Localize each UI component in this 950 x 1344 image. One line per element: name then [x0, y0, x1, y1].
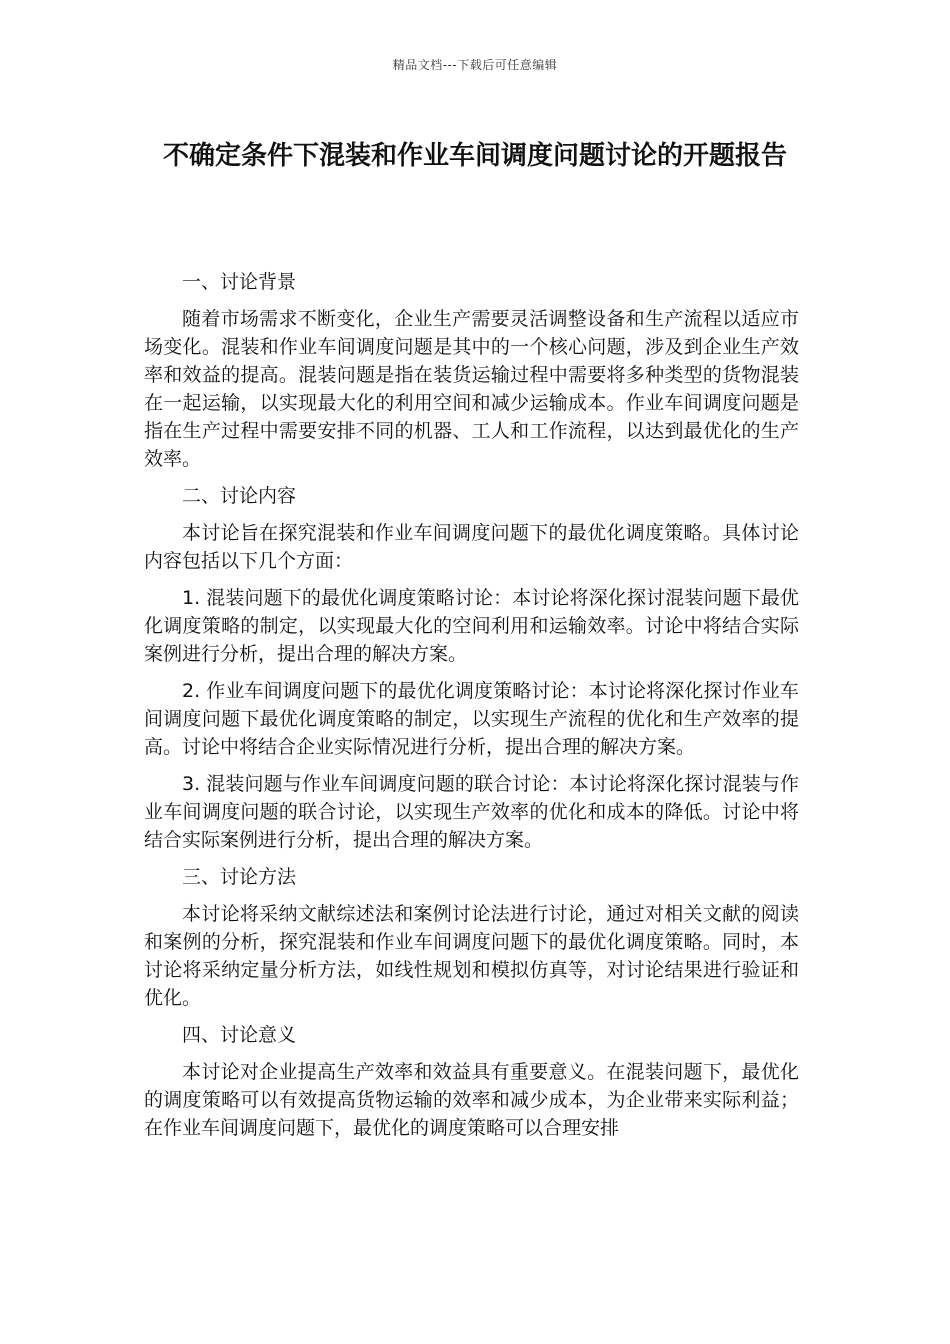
content-item-3: 3. 混装问题与作业车间调度问题的联合讨论：本讨论将深化探讨混装与作业车间调度问题的联合讨论，以实现生产效率的优化和成本的降低。讨论中将结合实际案例进行分析，提出合理的解决方案。 — [144, 773, 799, 851]
method-paragraph: 本讨论将采纳文献综述法和案例讨论法进行讨论，通过对相关文献的阅读和案例的分析，探究混装和作业车间调度问题下的最优化调度策略。同时，本讨论将采纳定量分析方法，如线性规划和模拟仿真等，对讨论结果进行验证和优化。 — [144, 903, 799, 1009]
header-note: 精品文档---下载后可任意编辑 — [392, 58, 558, 72]
background-paragraph: 随着市场需求不断变化，企业生产需要灵活调整设备和生产流程以适应市场变化。混装和作业车间调度问题是其中的一个核心问题，涉及到企业生产效率和效益的提高。混装问题是指在装货运输过程中需要将多种类型的货物混装在一起运输，以实现最大化的利用空间和减少运输成本。作业车间调度问题是指在生产过程中需要安排不同的机器、工人和工作流程，以达到最优化的生产效率。 — [144, 308, 799, 470]
section-heading-content: 二、讨论内容 — [182, 485, 297, 507]
section-heading-significance: 四、讨论意义 — [182, 1024, 297, 1046]
content-item-1: 1. 混装问题下的最优化调度策略讨论：本讨论将深化探讨混装问题下最优化调度策略的制定，以实现最大化的空间利用和运输效率。讨论中将结合实际案例进行分析，提出合理的解决方案。 — [144, 587, 799, 665]
section-heading-method: 三、讨论方法 — [182, 866, 297, 888]
document-title: 不确定条件下混装和作业车间调度问题讨论的开题报告 — [162, 141, 787, 171]
document-body — [144, 268, 799, 1151]
significance-paragraph: 本讨论对企业提高生产效率和效益具有重要意义。在混装问题下，最优化的调度策略可以有效提高货物运输的效率和减少成本，为企业带来实际利益；在作业车间调度问题下，最优化的调度策略可以合理安排 — [144, 1061, 799, 1139]
content-item-2: 2. 作业车间调度问题下的最优化调度策略讨论：本讨论将深化探讨作业车间调度问题下最优化调度策略的制定，以实现生产流程的优化和生产效率的提高。讨论中将结合企业实际情况进行分析，提出合理的解决方案。 — [144, 680, 799, 758]
content-intro-paragraph: 本讨论旨在探究混装和作业车间调度问题下的最优化调度策略。具体讨论内容包括以下几个方面： — [144, 522, 799, 572]
section-heading-background: 一、讨论背景 — [182, 271, 297, 293]
